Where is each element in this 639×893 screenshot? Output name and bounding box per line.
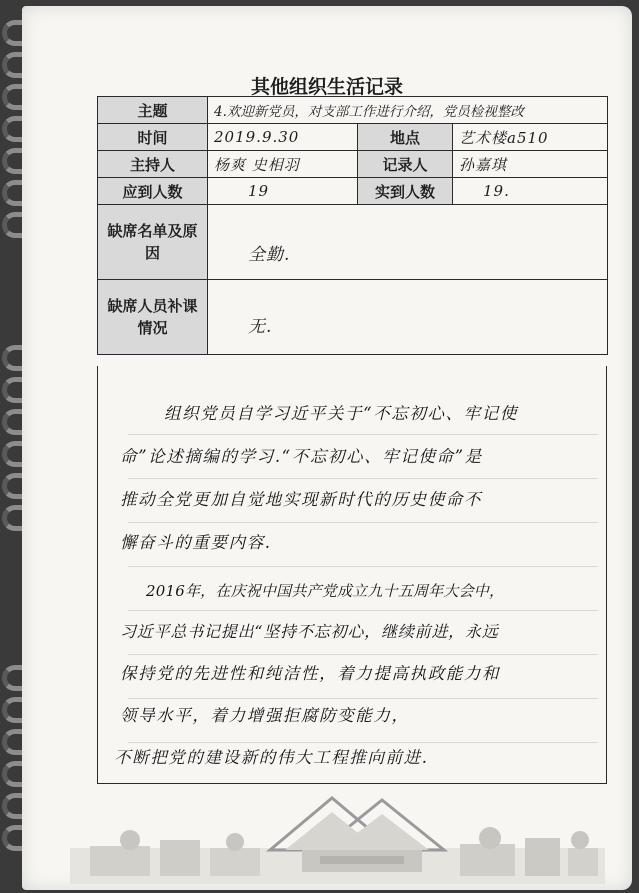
content-line: 懈奋斗的重要内容. xyxy=(120,533,272,552)
host-label: 主持人 xyxy=(98,151,208,178)
attendance-row xyxy=(98,178,608,205)
content-area xyxy=(97,366,607,784)
makeup-value: 无. xyxy=(208,280,608,355)
absent-label: 缺席名单及原因 xyxy=(98,205,208,280)
content-line: 习近平总书记提出“坚持不忘初心，继续前进，永远 xyxy=(120,622,499,641)
recorder-label: 记录人 xyxy=(358,151,453,178)
absent-value: 全勤. xyxy=(208,205,608,280)
makeup-row xyxy=(98,280,608,355)
content-line: 组织党员自学习近平关于“不忘初心、牢记使 xyxy=(164,404,518,423)
absent-row xyxy=(98,205,608,280)
page-title: 其他组织生活记录 xyxy=(250,76,403,98)
topic-label: 主题 xyxy=(98,97,208,124)
host-value: 杨爽 史相羽 xyxy=(208,151,358,178)
place-value: 艺术楼a510 xyxy=(453,124,608,151)
content-line: 命”论述摘编的学习.“不忘初心、牢记使命”是 xyxy=(120,447,483,466)
expected-value: 19 xyxy=(208,178,358,205)
time-label: 时间 xyxy=(98,124,208,151)
recorder-value: 孙嘉琪 xyxy=(453,151,608,178)
expected-label: 应到人数 xyxy=(98,178,208,205)
campus-building-illustration xyxy=(70,790,605,884)
host-row xyxy=(98,151,608,178)
time-value: 2019.9.30 xyxy=(208,124,358,151)
content-line: 2016年，在庆祝中国共产党成立九十五周年大会中， xyxy=(146,582,505,600)
content-line: 保持党的先进性和纯洁性，着力提高执政能力和 xyxy=(120,664,501,683)
actual-label: 实到人数 xyxy=(358,178,453,205)
record-table xyxy=(97,96,608,355)
content-line: 领导水平，着力增强拒腐防变能力， xyxy=(120,706,410,725)
makeup-label: 缺席人员补课情况 xyxy=(98,280,208,355)
content-line: 不断把党的建设新的伟大工程推向前进. xyxy=(114,748,429,767)
topic-value: 4.欢迎新党员，对支部工作进行介绍，党员检视整改 xyxy=(208,97,608,124)
topic-row xyxy=(98,97,608,124)
time-row xyxy=(98,124,608,151)
actual-value: 19. xyxy=(453,178,608,205)
place-label: 地点 xyxy=(358,124,453,151)
content-line: 推动全党更加自觉地实现新时代的历史使命不 xyxy=(120,490,482,509)
